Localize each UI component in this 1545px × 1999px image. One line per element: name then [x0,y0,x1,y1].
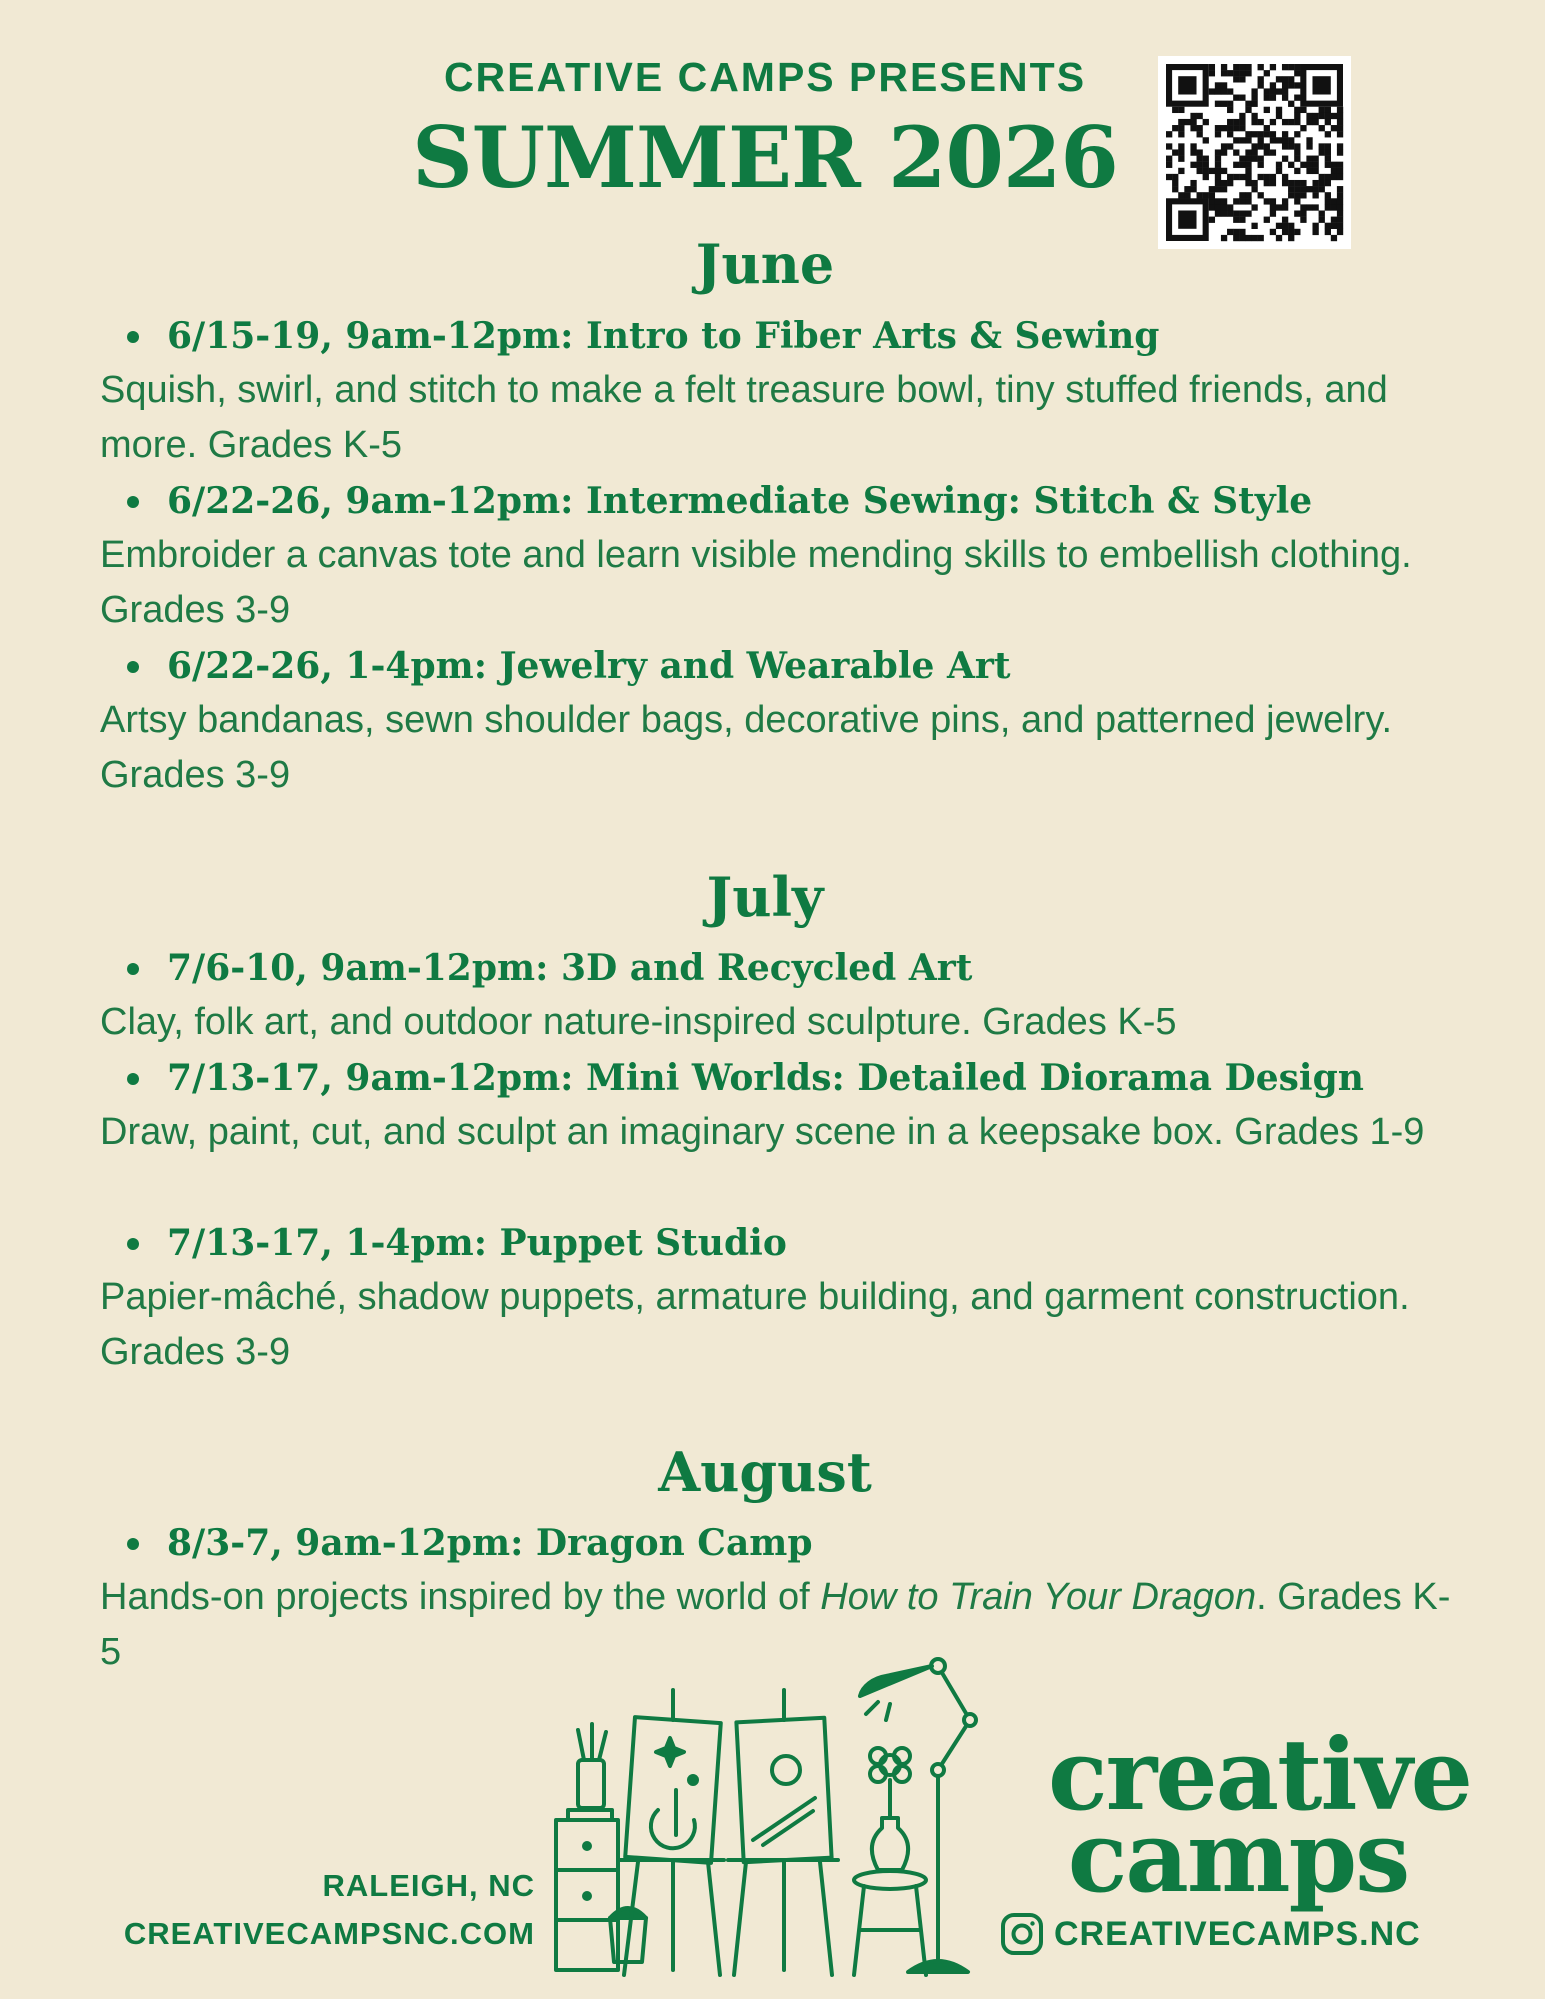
event-title-text: 6/22-26, 1-4pm: Jewelry and Wearable Art [167,645,1011,687]
event-description: Embroider a canvas tote and learn visible mending skills to embellish clothing. Grades 3-9 [100,534,1412,631]
event-title [100,308,1460,364]
art-studio-illustration [548,1650,998,1980]
event-title [100,1515,1460,1571]
event-title [100,473,1460,529]
easel-icon [618,1690,724,1975]
event-item [100,940,1460,996]
bullet-icon [127,1238,139,1250]
event-description: Draw, paint, cut, and sculpt an imaginary scene in a keepsake box. Grades 1-9 [100,1111,1425,1153]
brand-logo [1048,1718,1471,1915]
bullet-icon [127,963,139,975]
bullet-icon [127,661,139,673]
page-title: SUMMER 2026 [412,108,1118,207]
event-item [100,1515,1460,1571]
event-item [100,1050,1460,1106]
event-title-text: 7/6-10, 9am-12pm: 3D and Recycled Art [167,947,973,989]
month-heading-june: June [695,232,835,296]
event-title [100,1050,1460,1106]
month-heading-july: July [706,865,824,929]
event-description: Artsy bandanas, sewn shoulder bags, decorative pins, and patterned jewelry. Grades 3-9 [100,699,1393,796]
event-title [100,1215,1460,1271]
instagram-link[interactable] [1000,1910,1421,1958]
book-title: How to Train Your Dragon [820,1576,1257,1618]
easel-icon [728,1690,838,1975]
header-kicker: CREATIVE CAMPS PRESENTS [443,54,1087,100]
lamp-icon [860,1659,976,1972]
bullet-icon [127,1073,139,1085]
instagram-icon [1000,1912,1044,1956]
event-description: Squish, swirl, and stitch to make a felt treasure bowl, tiny stuffed friends, and more. Grades K-5 [100,369,1388,466]
desk-icon [556,1810,618,1970]
brush-jar-icon [578,1724,606,1808]
event-title-text: 7/13-17, 9am-12pm: Mini Worlds: Detailed Diorama Design [167,1057,1364,1099]
event-title-text: 6/15-19, 9am-12pm: Intro to Fiber Arts & Sewing [167,315,1160,357]
location-text: RALEIGH, NC [322,1868,535,1903]
event-title [100,940,1460,996]
event-description-text: . Grades K-5 [100,1576,1451,1673]
bullet-icon [127,331,139,343]
event-description-text: Hands-on projects inspired by the world of [100,1576,821,1618]
event-item [100,1215,1460,1271]
website-link[interactable]: CREATIVECAMPSNC.COM [123,1916,535,1951]
instagram-handle: CREATIVECAMPS.NC [1054,1914,1421,1953]
event-title [100,638,1460,694]
stool-icon [854,1748,926,1975]
bullet-icon [127,1538,139,1550]
event-description: Clay, folk art, and outdoor nature-inspired sculpture. Grades K-5 [100,1001,1177,1043]
brand-logo-line: camps [1067,1800,1409,1915]
brand-logo-line: creative [1048,1718,1471,1833]
month-heading-august: August [658,1440,872,1504]
event-item [100,308,1460,364]
bullet-icon [127,496,139,508]
event-description: Papier-mâché, shadow puppets, armature building, and garment construction. Grades 3-9 [100,1276,1410,1373]
event-title-text: 6/22-26, 9am-12pm: Intermediate Sewing: Stitch & Style [167,480,1313,522]
event-item [100,473,1460,529]
event-item [100,638,1460,694]
qr-code-icon[interactable] [1158,56,1351,249]
qr-code-graphic [1158,56,1351,249]
event-title-text: 7/13-17, 1-4pm: Puppet Studio [167,1222,787,1264]
event-title-text: 8/3-7, 9am-12pm: Dragon Camp [167,1522,813,1564]
